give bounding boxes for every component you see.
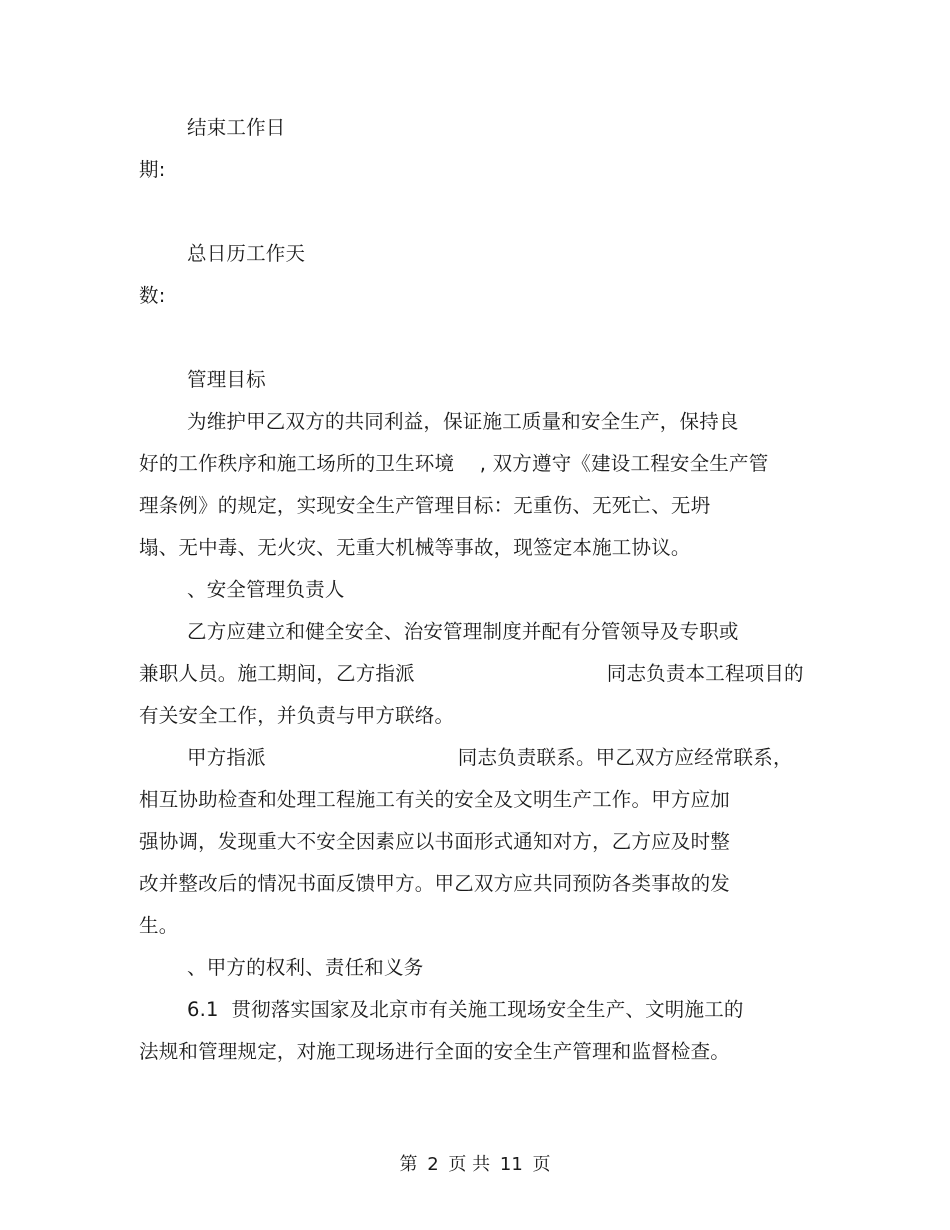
end-date-label-cont: 期: [139,158,166,181]
paragraph-line: 理条例》的规定，实现安全生产管理目标：无重伤、无死亡、无坍 [139,494,711,517]
rights-heading: 、甲方的权利、责任和义务 [187,956,424,979]
paragraph-line: 好的工作秩序和施工场所的卫生环境 , 双方遵守《建设工程安全生产管 [139,452,769,475]
total-days-label-cont: 数: [139,284,166,307]
end-date-label: 结束工作日 [187,116,286,139]
paragraph-line: 相互协助检查和处理工程施工有关的安全及文明生产工作。甲方应加 [139,788,731,811]
total-days-label: 总日历工作天 [187,242,306,265]
paragraph-line: 塌、无中毒、无火灾、无重大机械等事故，现签定本施工协议。 [139,536,691,559]
safety-heading: 、安全管理负责人 [187,578,345,601]
footer-middle: 页 共 [448,1154,491,1175]
paragraph-line: 强协调，发现重大不安全因素应以书面形式通知对方，乙方应及时整 [139,830,731,853]
goal-heading: 管理目标 [187,368,266,391]
paragraph-line: 法规和管理规定，对施工现场进行全面的安全生产管理和监督检查。 [139,1040,731,1063]
paragraph-line: 改并整改后的情况书面反馈甲方。甲乙双方应共同预防各类事故的发 [139,872,731,895]
total-pages: 11 [499,1154,523,1175]
page-footer [0,1153,950,1177]
paragraph-line: 生。 [139,914,179,937]
paragraph-line: 兼职人员。施工期间，乙方指派 同志负责本工程项目的 [139,662,804,685]
current-page-number: 2 [427,1154,439,1175]
clause-6-1: 6.1 贯彻落实国家及北京市有关施工现场安全生产、文明施工的 [187,998,744,1021]
footer-suffix: 页 [532,1154,551,1175]
paragraph-line: 为维护甲乙双方的共同利益，保证施工质量和安全生产，保持良 [187,410,739,433]
footer-prefix: 第 [399,1154,418,1175]
paragraph-line: 甲方指派 同志负责联系。甲乙双方应经常联系， [187,746,793,769]
paragraph-line: 有关安全工作，并负责与甲方联络。 [139,704,455,727]
paragraph-line: 乙方应建立和健全安全、治安管理制度并配有分管领导及专职或 [187,620,739,643]
